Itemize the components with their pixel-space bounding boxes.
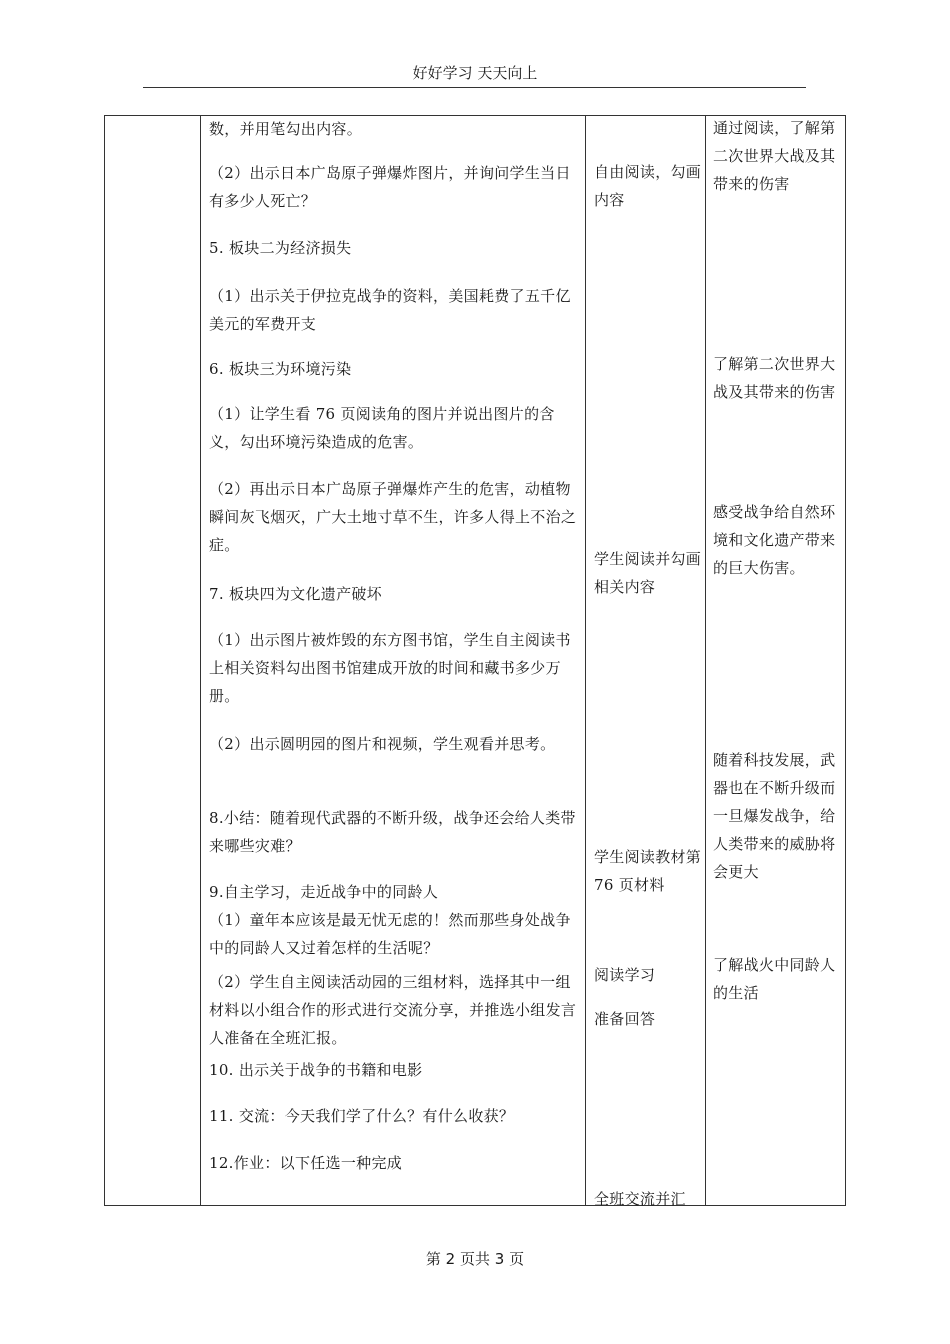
section-heading: 5. 板块二为经济损失: [209, 239, 352, 257]
page-number: 第 2 页共 3 页: [425, 1250, 525, 1268]
design-intent: 感受战争给自然环境和文化遗产带来的巨大伤害。: [713, 503, 836, 577]
activity-text: 11. 交流：今天我们学了什么？有什么收获？: [209, 1107, 515, 1125]
student-activity: 学生阅读并勾画相关内容: [594, 550, 702, 596]
student-activity: 阅读学习: [594, 966, 656, 984]
design-intent: 了解战火中同龄人的生活: [713, 956, 836, 1002]
activity-text: （2）出示日本广岛原子弹爆炸图片，并询问学生当日有多少人死亡？: [209, 164, 571, 210]
section-heading: 9.自主学习，走近战争中的同龄人: [209, 883, 439, 901]
activity-text: （2）再出示日本广岛原子弹爆炸产生的危害，动植物瞬间灰飞烟灭，广大土地寸草不生，许多人得上不治之症。: [209, 480, 577, 554]
lesson-table: [104, 115, 846, 1206]
student-activity: 准备回答: [594, 1010, 656, 1028]
design-intent: 随着科技发展，武器也在不断升级而一旦爆发战争，给人类带来的威胁将会更大: [713, 751, 836, 881]
activity-text: 数，并用笔勾出内容。: [209, 120, 363, 138]
column-divider: [200, 116, 201, 1205]
section-heading: 7. 板块四为文化遗产破坏: [209, 585, 382, 603]
student-activity: 学生阅读教材第 76 页材料: [594, 848, 702, 894]
column-divider: [705, 116, 706, 1205]
activity-text: （1）让学生看 76 页阅读角的图片并说出图片的含义，勾出环境污染造成的危害。: [209, 405, 555, 451]
activity-text: （1）童年本应该是最无忧无虑的！然而那些身处战争中的同龄人又过着怎样的生活呢？: [209, 911, 571, 957]
student-activity: 全班交流并汇: [594, 1190, 686, 1208]
column-divider: [585, 116, 586, 1205]
section-heading: 6. 板块三为环境污染: [209, 360, 352, 378]
header-rule: [143, 87, 806, 88]
activity-text: （1）出示关于伊拉克战争的资料，美国耗费了五千亿美元的军费开支: [209, 287, 571, 333]
activity-text: （1）出示图片被炸毁的东方图书馆，学生自主阅读书上相关资料勾出图书馆建成开放的时间和藏书多少万册。: [209, 631, 571, 705]
header-title: 好好学习 天天向上: [412, 64, 538, 82]
homework-text: 12.作业：以下任选一种完成: [209, 1154, 403, 1172]
activity-text: 10. 出示关于战争的书籍和电影: [209, 1061, 423, 1079]
summary-text: 8.小结：随着现代武器的不断升级，战争还会给人类带来哪些灾难？: [209, 809, 576, 855]
activity-text: （2）出示圆明园的图片和视频，学生观看并思考。: [209, 735, 556, 753]
design-intent: 了解第二次世界大战及其带来的伤害: [713, 355, 836, 401]
activity-text: （2）学生自主阅读活动园的三组材料，选择其中一组材料以小组合作的形式进行交流分享，并推选小组发言人准备在全班汇报。: [209, 973, 577, 1047]
student-activity: 自由阅读，勾画内容: [594, 163, 702, 209]
design-intent: 通过阅读，了解第二次世界大战及其带来的伤害: [713, 119, 836, 193]
